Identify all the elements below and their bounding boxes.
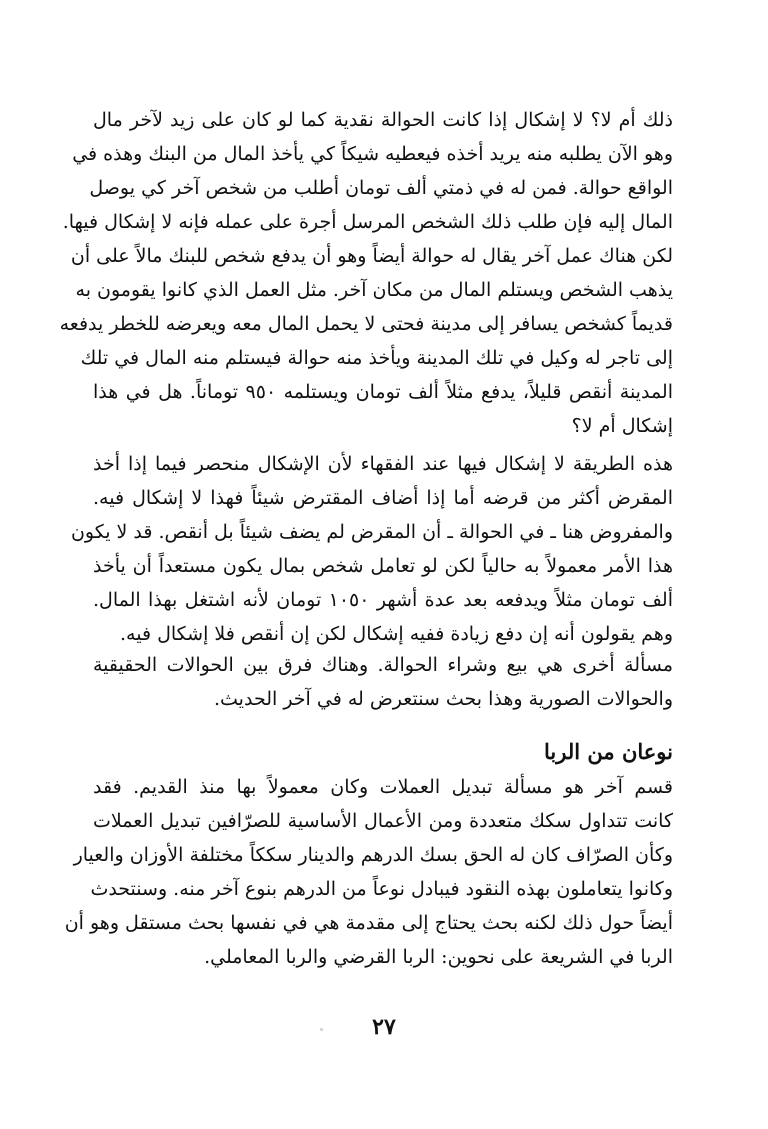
- text-line: مسألة أخرى هي بيع وشراء الحوالة. وهناك فرق بين الحوالات الحقيقية: [93, 654, 673, 676]
- paragraph-hawala-trade: [93, 648, 673, 716]
- text-line: إلى تاجر له وكيل في تلك المدينة ويأخذ منه حوالة فيستلم منه المال في تلك: [80, 347, 673, 369]
- text-line: المدينة أنقص قليلاً، يدفع مثلاً ألف تومان ويستلمه ٩٥٠ توماناً. هل في هذا: [93, 381, 673, 403]
- text-line: هذه الطريقة لا إشكال فيها عند الفقهاء لأن الإشكال منحصر فيما إذا أخذ: [93, 453, 673, 475]
- text-line: قسم آخر هو مسألة تبديل العملات وكان معمولاً بها منذ القديم. فقد: [93, 776, 673, 798]
- text-line: وهم يقولون أنه إن دفع زيادة ففيه إشكال لكن إن أنقص فلا إشكال فيه.: [119, 623, 673, 645]
- text-line: إشكال أم لا؟: [571, 415, 673, 437]
- text-line: لكن هناك عمل آخر يقال له حوالة أيضاً وهو أن يدفع شخص للبنك مالاً على أن: [70, 245, 673, 267]
- page-number: ٢٧: [372, 1014, 396, 1040]
- text-line: المقرض أكثر من قرضه أما إذا أضاف المقترض شيئاً فهذا لا إشكال فيه.: [93, 487, 673, 509]
- text-line: وكانوا يتعاملون بهذه النقود فيبادل نوعاً من الدرهم بنوع آخر منه. وسنتحدث: [90, 878, 673, 900]
- text-line: الواقع حوالة. فمن له في ذمتي ألف تومان أطلب من شخص آخر كي يوصل: [89, 177, 673, 199]
- text-line: وهو الآن يطلبه منه يريد أخذه فيعطيه شيكاً كي يأخذ المال من البنك وهذه في: [72, 143, 673, 165]
- text-line: كانت تتداول سكك متعددة ومن الأعمال الأساسية للصرّافين تبديل العملات: [93, 810, 673, 832]
- text-line: ألف تومان مثلاً ويدفعه بعد عدة أشهر ١٠٥٠ تومان لأنه اشتغل بهذا المال.: [93, 589, 673, 611]
- paragraph-fuqaha-opinion: [70, 447, 673, 651]
- text-line: أيضاً حول ذلك لكنه بحث يحتاج إلى مقدمة هي في نفسها بحث مستقل وهو أن: [64, 912, 673, 934]
- text-line: ذلك أم لا؟ لا إشكال إذا كانت الحوالة نقدية كما لو كان على زيد لآخر مال: [93, 109, 673, 131]
- text-line: وكأن الصرّاف كان له الحق بسك الدرهم والدينار سككاً مختلفة الأوزان والعيار: [73, 844, 673, 866]
- text-line: قديماً كشخص يسافر إلى مدينة فحتى لا يحمل المال معه ويعرضه للخطر يدفعه: [59, 313, 673, 335]
- scan-speck: [320, 1028, 323, 1031]
- text-line: والمفروض هنا ـ في الحوالة ـ أن المقرض لم يضف شيئاً بل أنقص. قد لا يكون: [70, 521, 673, 543]
- paragraph-hawala-cash: [59, 103, 673, 443]
- text-line: هذا الأمر معمولاً به حالياً لكن لو تعامل شخص بمال يكون مستعداً أن يأخذ: [93, 555, 673, 577]
- text-line: المال إليه فإن طلب ذلك الشخص المرسل أجرة على عمله فإنه لا إشكال فيها.: [62, 211, 673, 233]
- paragraph-currency-exchange: [64, 770, 673, 974]
- text-line: والحوالات الصورية وهذا بحث سنتعرض له في آخر الحديث.: [213, 688, 673, 710]
- section-heading: نوعان من الربا: [544, 739, 673, 764]
- text-line: يذهب الشخص ويستلم المال من مكان آخر. مثل العمل الذي كانوا يقومون به: [75, 279, 673, 301]
- text-line: الربا في الشريعة على نحوين: الربا القرضي والربا المعاملي.: [204, 946, 673, 968]
